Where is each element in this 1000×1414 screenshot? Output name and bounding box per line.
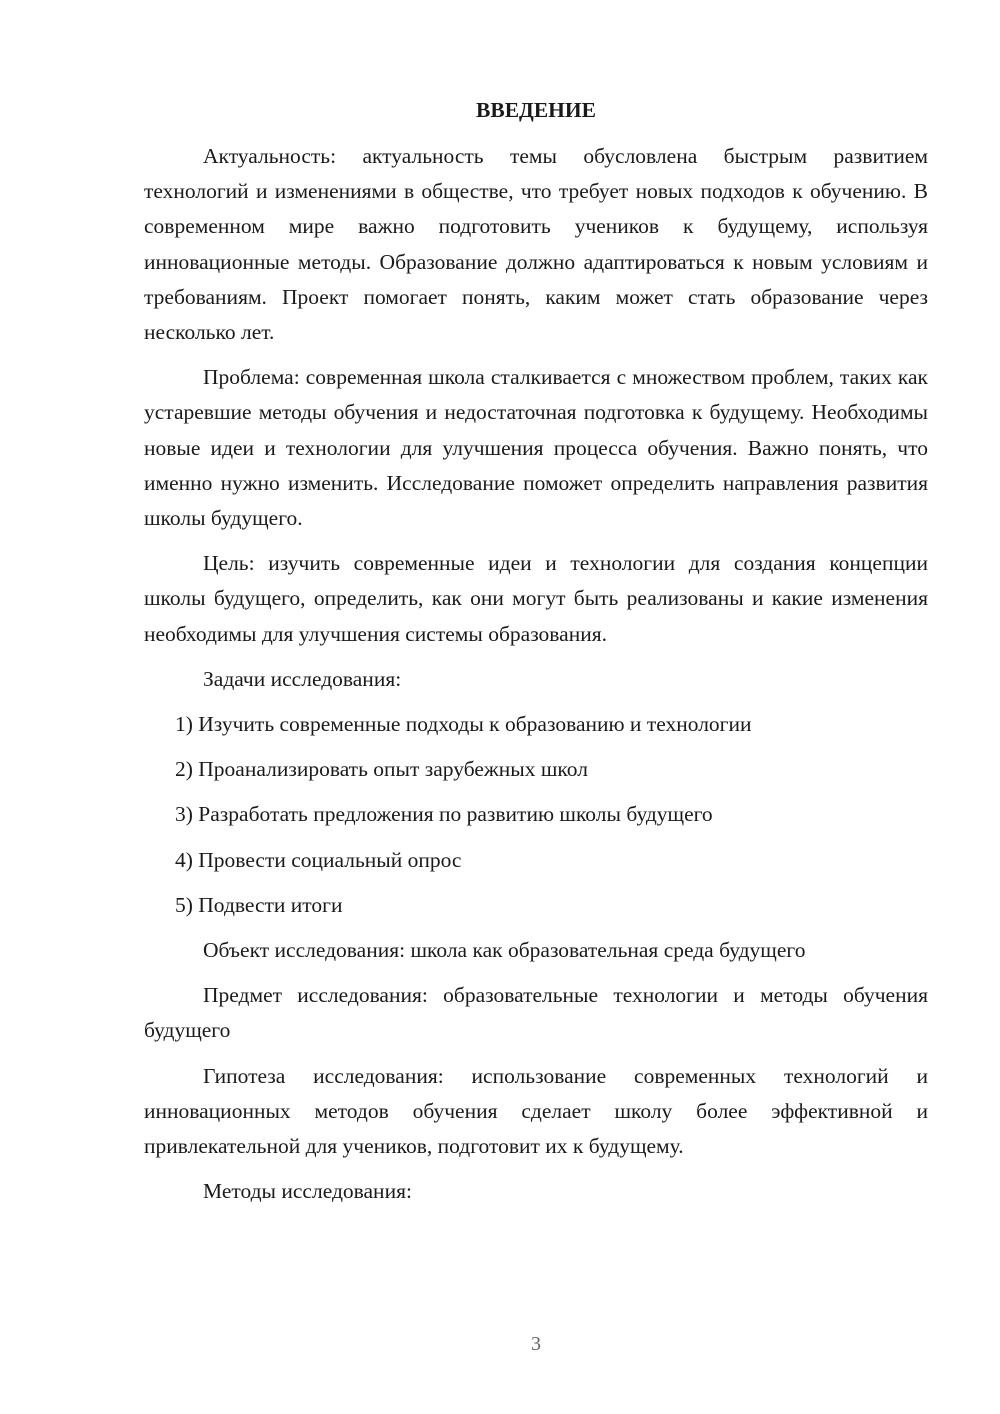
- task-item: 3) Разработать предложения по развитию школы будущего: [175, 802, 713, 827]
- task-item: 2) Проанализировать опыт зарубежных школ: [175, 757, 588, 782]
- page-number: 3: [531, 1333, 541, 1355]
- subject-paragraph: Предмет исследования: образовательные технологии и методы обучения будущего: [144, 983, 928, 1043]
- document-page: [144, 90, 928, 1209]
- task-item: 1) Изучить современные подходы к образованию и технологии: [175, 712, 752, 737]
- goal-paragraph: Цель: изучить современные идеи и технологии для создания концепции школы будущего, определить, как они могут быть реализованы и какие изменения необходимы для улучшения системы образования.: [144, 551, 928, 646]
- relevance-paragraph: Актуальность: актуальность темы обусловлена быстрым развитием технологий и изменениями в обществе, что требует новых подходов к обучению. В современном мире важно подготовить учеников к будущему, используя инновационные методы. Образование должно адаптироваться к новым условиям и требованиям. Проект помогает понять, каким может стать образование через несколько лет.: [144, 144, 928, 345]
- methods-heading: Методы исследования:: [203, 1179, 412, 1204]
- object-paragraph: Объект исследования: школа как образовательная среда будущего: [203, 938, 806, 963]
- hypothesis-paragraph: Гипотеза исследования: использование современных технологий и инновационных методов обучения сделает школу более эффективной и привлекательной для учеников, подготовит их к будущему.: [144, 1063, 928, 1159]
- tasks-heading: Задачи исследования:: [203, 666, 402, 691]
- problem-paragraph: Проблема: современная школа сталкивается с множеством проблем, таких как устаревшие методы обучения и недостаточная подготовка к будущему. Необходимы новые идеи и технологии для улучшения процесса обучения. Важно понять, что именно нужно изменить. Исследование поможет определить направления развития школы будущего.: [144, 365, 928, 531]
- task-item: 4) Провести социальный опрос: [175, 847, 462, 872]
- task-item: 5) Подвести итоги: [175, 892, 343, 917]
- tasks-list: [144, 707, 928, 923]
- document-title: ВВЕДЕНИЕ: [476, 98, 596, 122]
